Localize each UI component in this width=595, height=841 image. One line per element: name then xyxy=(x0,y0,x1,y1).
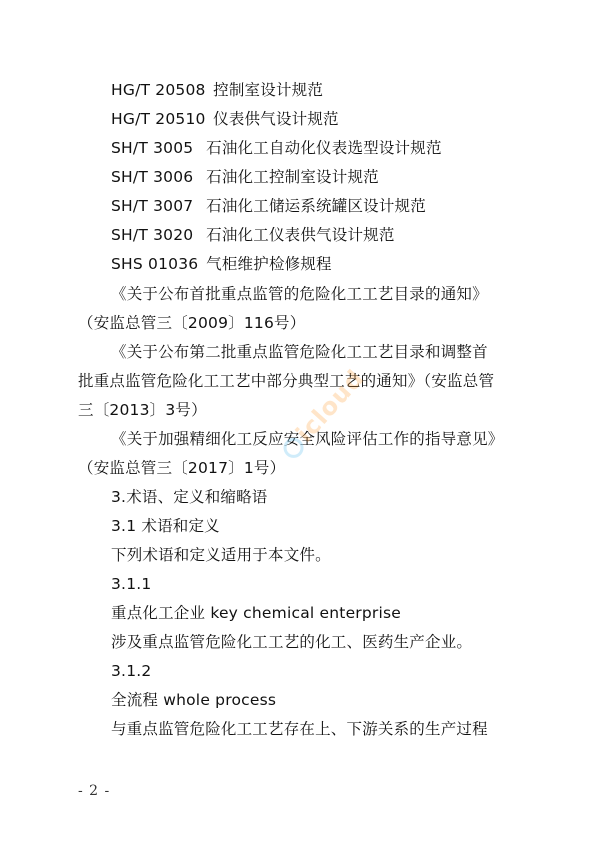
standard-item xyxy=(111,80,323,100)
section-intro: 下列术语和定义适用于本文件。 xyxy=(111,546,331,564)
standard-item xyxy=(111,167,379,187)
term-number: 3.1.2 xyxy=(111,662,152,680)
standard-item xyxy=(111,109,339,129)
standard-name: 气柜维护检修规程 xyxy=(206,255,332,273)
standard-code: SH/T 3007 xyxy=(111,197,194,215)
term-title: 全流程 whole process xyxy=(111,691,277,709)
notice-2-line-2: 批重点监管危险化工工艺中部分典型工艺的通知》（安监总管 xyxy=(78,372,495,390)
term-number: 3.1.1 xyxy=(111,575,152,593)
standard-code: SH/T 3005 xyxy=(111,139,194,157)
term-definition: 与重点监管危险化工工艺存在上、下游关系的生产过程 xyxy=(111,720,488,738)
section-heading: 3.术语、定义和缩略语 xyxy=(111,488,268,506)
standard-code: SH/T 3006 xyxy=(111,168,194,186)
standard-name: 石油化工仪表供气设计规范 xyxy=(206,226,395,244)
subsection-heading: 3.1 术语和定义 xyxy=(111,517,220,535)
term-title: 重点化工企业 key chemical enterprise xyxy=(111,604,402,622)
standard-code: HG/T 20508 xyxy=(111,81,206,99)
standard-item xyxy=(111,138,442,158)
standard-code: HG/T 20510 xyxy=(111,110,206,128)
notice-1-line-2: （安监总管三〔2009〕116号） xyxy=(78,314,306,332)
standard-item xyxy=(111,254,332,274)
standard-item xyxy=(111,225,395,245)
standard-code: SH/T 3020 xyxy=(111,226,194,244)
page-number: - 2 - xyxy=(78,783,111,799)
notice-3-line-1: 《关于加强精细化工反应安全风险评估工作的指导意见》 xyxy=(111,430,504,448)
notice-1-line-1: 《关于公布首批重点监管的危险化工工艺目录的通知》 xyxy=(111,285,488,303)
standard-name: 石油化工储运系统罐区设计规范 xyxy=(206,197,426,215)
term-definition: 涉及重点监管危险化工工艺的化工、医药生产企业。 xyxy=(111,633,473,651)
standard-name: 控制室设计规范 xyxy=(213,81,324,99)
notice-3-line-2: （安监总管三〔2017〕1号） xyxy=(78,459,286,477)
standard-item xyxy=(111,196,426,216)
notice-2-line-1: 《关于公布第二批重点监管危险化工工艺目录和调整首 xyxy=(111,343,488,361)
standard-name: 石油化工自动化仪表选型设计规范 xyxy=(206,139,442,157)
standard-name: 仪表供气设计规范 xyxy=(213,110,339,128)
notice-2-line-3: 三〔2013〕3号） xyxy=(78,401,207,419)
standard-name: 石油化工控制室设计规范 xyxy=(206,168,379,186)
standard-code: SHS 01036 xyxy=(111,255,199,273)
watermark-text: icloud xyxy=(290,363,370,448)
